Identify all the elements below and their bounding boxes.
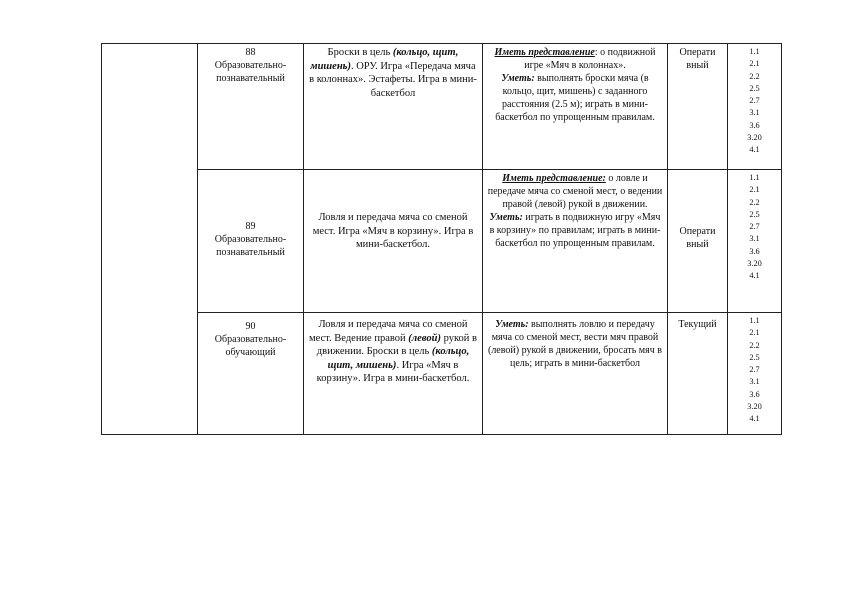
lesson-type: Образовательно- [214,60,287,71]
codes-cell: 1.1 2.1 2.2 2.5 2.7 3.1 3.6 3.20 4.1 [728,44,782,170]
requirement-label: Уметь: [501,73,535,84]
table-row [102,44,782,170]
lesson-type-cont: познавательный [216,73,285,84]
lesson-number: 89 [245,221,256,232]
requirement-label: Иметь представление: [502,173,606,184]
lesson-number: 90 [245,321,256,332]
lesson-number-cell [198,44,304,170]
requirements-cell: Иметь представление: о ловле и передаче мяча со сменой мест, о ведении правой (левой) рукой в движении. Уметь: играть в подвижную игру «Мяч в корзину» по правилам; играть в мини-баскетбол по упрощенным правилам. [483,170,668,313]
control-type-cell: Текущий [668,313,728,435]
lesson-type-cont: обучающий [225,347,276,358]
codes-cell: 1.1 2.1 2.2 2.5 2.7 3.1 3.6 3.20 4.1 [728,313,782,435]
requirements-cell: Иметь представление: о подвижной игре «Мяч в колоннах». Уметь: выполнять броски мяча (в кольцо, щит, мишень) с заданного расстояния (2.5 м); играть в мини-баскетбол по упрощенным правилам. [483,44,668,170]
requirement-label: Уметь: [489,212,523,223]
control-type-cell: Операти вный [668,44,728,170]
lesson-type-cont: познавательный [216,247,285,258]
codes-cell: 1.1 2.1 2.2 2.5 2.7 3.1 3.6 3.20 4.1 [728,170,782,313]
requirement-label: Иметь представление [494,47,595,58]
lesson-type: Образовательно- [214,334,287,345]
table-row [102,170,782,313]
requirements-cell: Уметь: выполнять ловлю и передачу мяча со сменой мест, вести мяч правой (левой) рукой в движении, бросать мяч в цель; играть в мини-баскетбол [483,313,668,435]
lesson-plan-table [101,43,782,435]
lesson-content-cell: Ловля и передача мяча со сменой мест. Ведение правой (левой) рукой в движении. Броски в цель (кольцо, щит, мишень). Игра «Мяч в корзину». Игра в мини-баскетбол. [304,313,483,435]
table-row [102,313,782,435]
empty-column-cell [102,44,198,435]
lesson-number-cell [198,313,304,435]
lesson-content-cell: Ловля и передача мяча со сменой мест. Игра «Мяч в корзину». Игра в мини-баскетбол. [304,170,483,313]
requirement-label: Уметь: [495,319,529,330]
control-type-cell: Операти вный [668,170,728,313]
lesson-number: 88 [245,47,256,58]
lesson-number-cell [198,170,304,313]
lesson-type: Образовательно- [214,234,287,245]
lesson-content-cell: Броски в цель (кольцо, щит, мишень). ОРУ. Игра «Передача мяча в колоннах». Эстафеты. Игра в мини-баскетбол [304,44,483,170]
